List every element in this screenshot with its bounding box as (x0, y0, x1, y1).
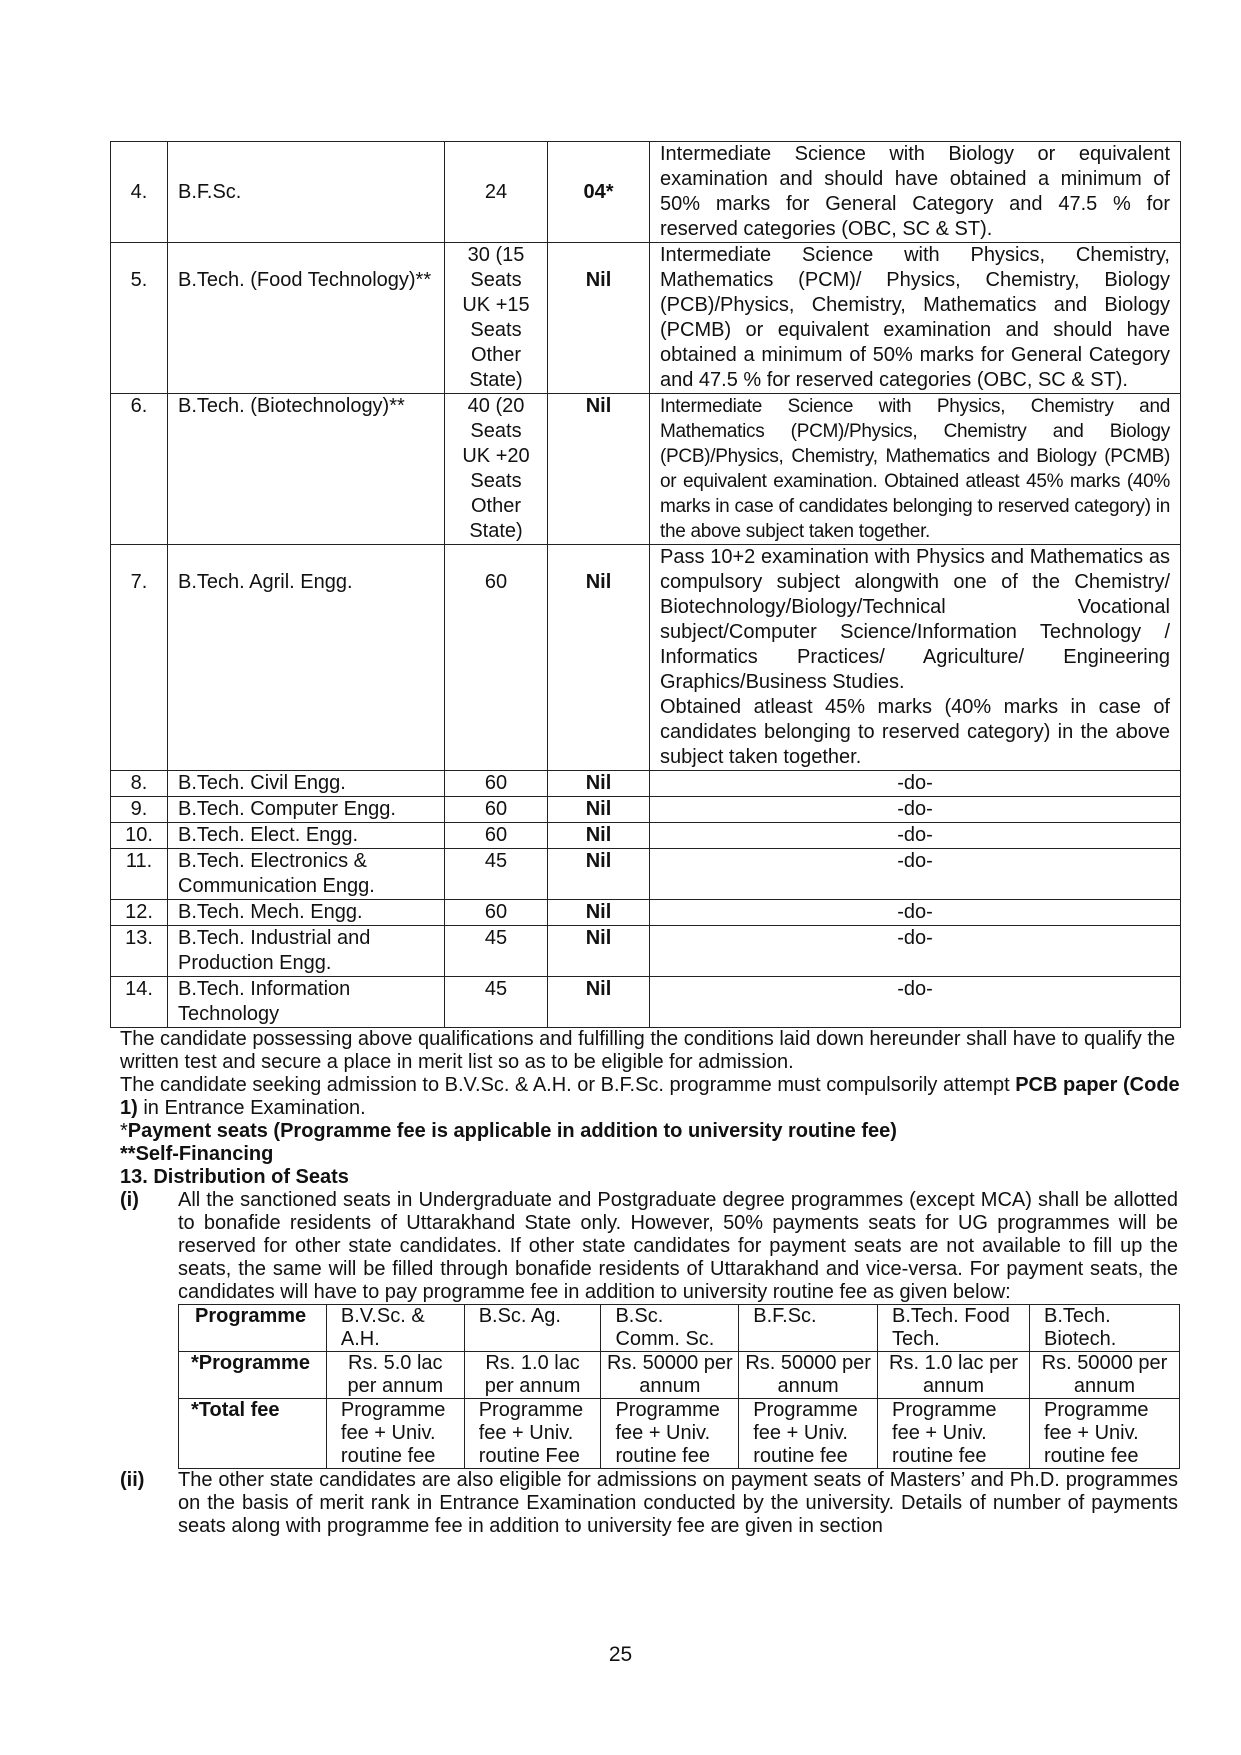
seat-count: 60 (445, 900, 548, 926)
seat-count: 45 (445, 926, 548, 977)
table-row (111, 797, 1181, 823)
qualification-note: The candidate possessing above qualifications and fulfilling the conditions laid down hereunder shall have to qualify the written test and secure a place in merit list so as to be eligible for admission. (120, 1028, 1176, 1073)
fee-cell: B.Sc. Ag. (464, 1305, 601, 1352)
eligibility-text: -do- (650, 926, 1181, 977)
seat-count: 30 (15 Seats UK +15 Seats Other State) (445, 243, 548, 394)
eligibility-text: Intermediate Science with Biology or equivalent examination and should have obtained a minimum of 50% marks for General Category and 47.5 % for reserved categories (OBC, SC & ST). (650, 142, 1181, 243)
clause-ii (110, 1469, 1180, 1538)
pcb-note-tail: in Entrance Examination. (137, 1097, 366, 1119)
clause-text: All the sanctioned seats in Undergraduate and Postgraduate degree programmes (except MCA) shall be allotted to bonafide residents of Uttarakhand State only. However, 50% payments seats for UG programmes will be reserved for other state candidates. If other state candidates for payment seats are not available to fill up the seats, the same will be filled through bonafide residents of Uttarakhand and vice-versa. For payment seats, the candidates will have to pay programme fee in addition to university routine fee as given below: (178, 1189, 1178, 1303)
table-row (111, 900, 1181, 926)
row-serial: 5. (111, 243, 168, 394)
seat-count: 60 (445, 797, 548, 823)
fee-row-label: *Total fee (179, 1399, 327, 1469)
table-row (111, 926, 1181, 977)
programme-name: B.Tech. Computer Engg. (168, 797, 445, 823)
fee-cell: Programme fee + Univ. routine Fee (464, 1399, 601, 1469)
payment-seats: Nil (548, 771, 650, 797)
row-serial: 13. (111, 926, 168, 977)
seat-count: 45 (445, 977, 548, 1028)
fee-cell: Programme fee + Univ. routine fee (878, 1399, 1030, 1469)
seat-count: 24 (445, 142, 548, 243)
row-serial: 4. (111, 142, 168, 243)
fee-cell: B.Sc. Comm. Sc. (601, 1305, 739, 1352)
fee-cell: Rs. 1.0 lac per annum (464, 1352, 601, 1399)
programme-name: B.Tech. Electronics & Communication Engg. (168, 849, 445, 900)
row-serial: 8. (111, 771, 168, 797)
table-row (111, 977, 1181, 1028)
payment-seats: Nil (548, 823, 650, 849)
eligibility-cell (650, 545, 1181, 771)
table-row (111, 394, 1181, 545)
table-row (111, 771, 1181, 797)
payment-seats: 04* (548, 142, 650, 243)
eligibility-text: Intermediate Science with Physics, Chemistry, Mathematics (PCM)/ Physics, Chemistry, Biology (PCB)/Physics, Chemistry, Mathematics and Biology (PCMB) or equivalent examination and should have obtained a minimum of 50% marks for General Category and 47.5 % for reserved categories (OBC, SC & ST). (650, 243, 1181, 394)
fee-cell: Rs. 50000 per annum (1030, 1352, 1180, 1399)
payment-seats-text: Payment seats (Programme fee is applicable in addition to university routine fee) (127, 1120, 897, 1142)
eligibility-text: -do- (650, 849, 1181, 900)
table-row (111, 142, 1181, 243)
fee-table (178, 1304, 1180, 1469)
page-number: 25 (608, 1643, 633, 1666)
eligibility-text: -do- (650, 977, 1181, 1028)
seat-count: 60 (445, 823, 548, 849)
payment-seats: Nil (548, 849, 650, 900)
fee-cell: Rs. 50000 per annum (601, 1352, 739, 1399)
eligibility-text: -do- (650, 900, 1181, 926)
fee-cell: Programme fee + Univ. routine fee (326, 1399, 464, 1469)
payment-seats: Nil (548, 797, 650, 823)
programme-name: B.F.Sc. (168, 142, 445, 243)
programme-name: B.Tech. Industrial and Production Engg. (168, 926, 445, 977)
table-row (111, 823, 1181, 849)
row-serial: 12. (111, 900, 168, 926)
eligibility-text: -do- (650, 797, 1181, 823)
section-heading: 13. Distribution of Seats (120, 1166, 349, 1188)
seat-count: 40 (20 Seats UK +20 Seats Other State) (445, 394, 548, 545)
fee-cell: Rs. 5.0 lac per annum (326, 1352, 464, 1399)
seat-count: 60 (445, 771, 548, 797)
fee-cell: Programme fee + Univ. routine fee (739, 1399, 878, 1469)
pcb-note-text: The candidate seeking admission to B.V.Sc. & A.H. or B.F.Sc. programme must compulsorily attempt (120, 1074, 1016, 1096)
fee-cell: B.Tech. Biotech. (1030, 1305, 1180, 1352)
eligibility-text: -do- (650, 823, 1181, 849)
programme-name: B.Tech. Elect. Engg. (168, 823, 445, 849)
eligibility-text-extra: Obtained atleast 45% marks (40% marks in case of candidates belonging to reserved category) in the above subject taken together. (660, 696, 1170, 768)
row-serial: 14. (111, 977, 168, 1028)
clause-label: (ii) (120, 1469, 145, 1491)
pcb-note (120, 1074, 1180, 1120)
fee-cell: Rs. 50000 per annum (739, 1352, 878, 1399)
fee-row-amount (179, 1352, 1180, 1399)
self-financing-note: **Self-Financing (120, 1143, 274, 1165)
fee-row-total (179, 1399, 1180, 1469)
table-row (111, 545, 1181, 771)
fee-cell: Programme fee + Univ. routine fee (1030, 1399, 1180, 1469)
pcb-note-emphasis: PCB paper (Code 1) (120, 1074, 1180, 1119)
eligibility-text: -do- (650, 771, 1181, 797)
seat-count: 60 (445, 545, 548, 771)
row-serial: 9. (111, 797, 168, 823)
table-row (111, 243, 1181, 394)
row-serial: 6. (111, 394, 168, 545)
payment-seats: Nil (548, 394, 650, 545)
fee-cell: Rs. 1.0 lac per annum (878, 1352, 1030, 1399)
table-row (111, 849, 1181, 900)
fee-cell: B.Tech. Food Tech. (878, 1305, 1030, 1352)
fee-row-label: Programme (179, 1305, 327, 1352)
eligibility-text: Pass 10+2 examination with Physics and Mathematics as compulsory subject alongwith one of the Chemistry/ Biotechnology/Biology/Technical Vocational subject/Computer Science/Information Technology / Informatics Practices/ Agriculture/ Engineering Graphics/Business Studies. (660, 546, 1170, 693)
programme-table (110, 141, 1181, 1028)
payment-seats: Nil (548, 243, 650, 394)
programme-name: B.Tech. Agril. Engg. (168, 545, 445, 771)
document-page (110, 141, 1180, 1538)
programme-name: B.Tech. Mech. Engg. (168, 900, 445, 926)
seat-count: 45 (445, 849, 548, 900)
programme-name: B.Tech. Civil Engg. (168, 771, 445, 797)
programme-name: B.Tech. Information Technology (168, 977, 445, 1028)
clause-i (110, 1189, 1180, 1304)
admission-notes (110, 1028, 1180, 1189)
fee-row-programme (179, 1305, 1180, 1352)
payment-seats: Nil (548, 977, 650, 1028)
fee-row-label: *Programme (179, 1352, 327, 1399)
programme-name: B.Tech. (Food Technology)** (168, 243, 445, 394)
clause-label: (i) (120, 1189, 139, 1211)
payment-seats: Nil (548, 900, 650, 926)
fee-cell: B.F.Sc. (739, 1305, 878, 1352)
row-serial: 10. (111, 823, 168, 849)
payment-seats: Nil (548, 926, 650, 977)
eligibility-text: Intermediate Science with Physics, Chemistry and Mathematics (PCM)/Physics, Chemistry and Biology (PCB)/Physics, Chemistry, Mathematics and Biology (PCMB) or equivalent examination. Obtained atleast 45% marks (40% marks in case of candidates belonging to reserved category) in the above subject taken together. (650, 394, 1181, 545)
payment-seats-note (120, 1120, 1180, 1143)
fee-cell: B.V.Sc. & A.H. (326, 1305, 464, 1352)
row-serial: 11. (111, 849, 168, 900)
payment-star: * (120, 1120, 128, 1142)
payment-seats: Nil (548, 545, 650, 771)
fee-cell: Programme fee + Univ. routine fee (601, 1399, 739, 1469)
row-serial: 7. (111, 545, 168, 771)
programme-name: B.Tech. (Biotechnology)** (168, 394, 445, 545)
clause-text: The other state candidates are also eligible for admissions on payment seats of Masters’ and Ph.D. programmes on the basis of merit rank in Entrance Examination conducted by the university. Details of number of payments seats along with programme fee in addition to university fee are given in section (178, 1469, 1178, 1537)
